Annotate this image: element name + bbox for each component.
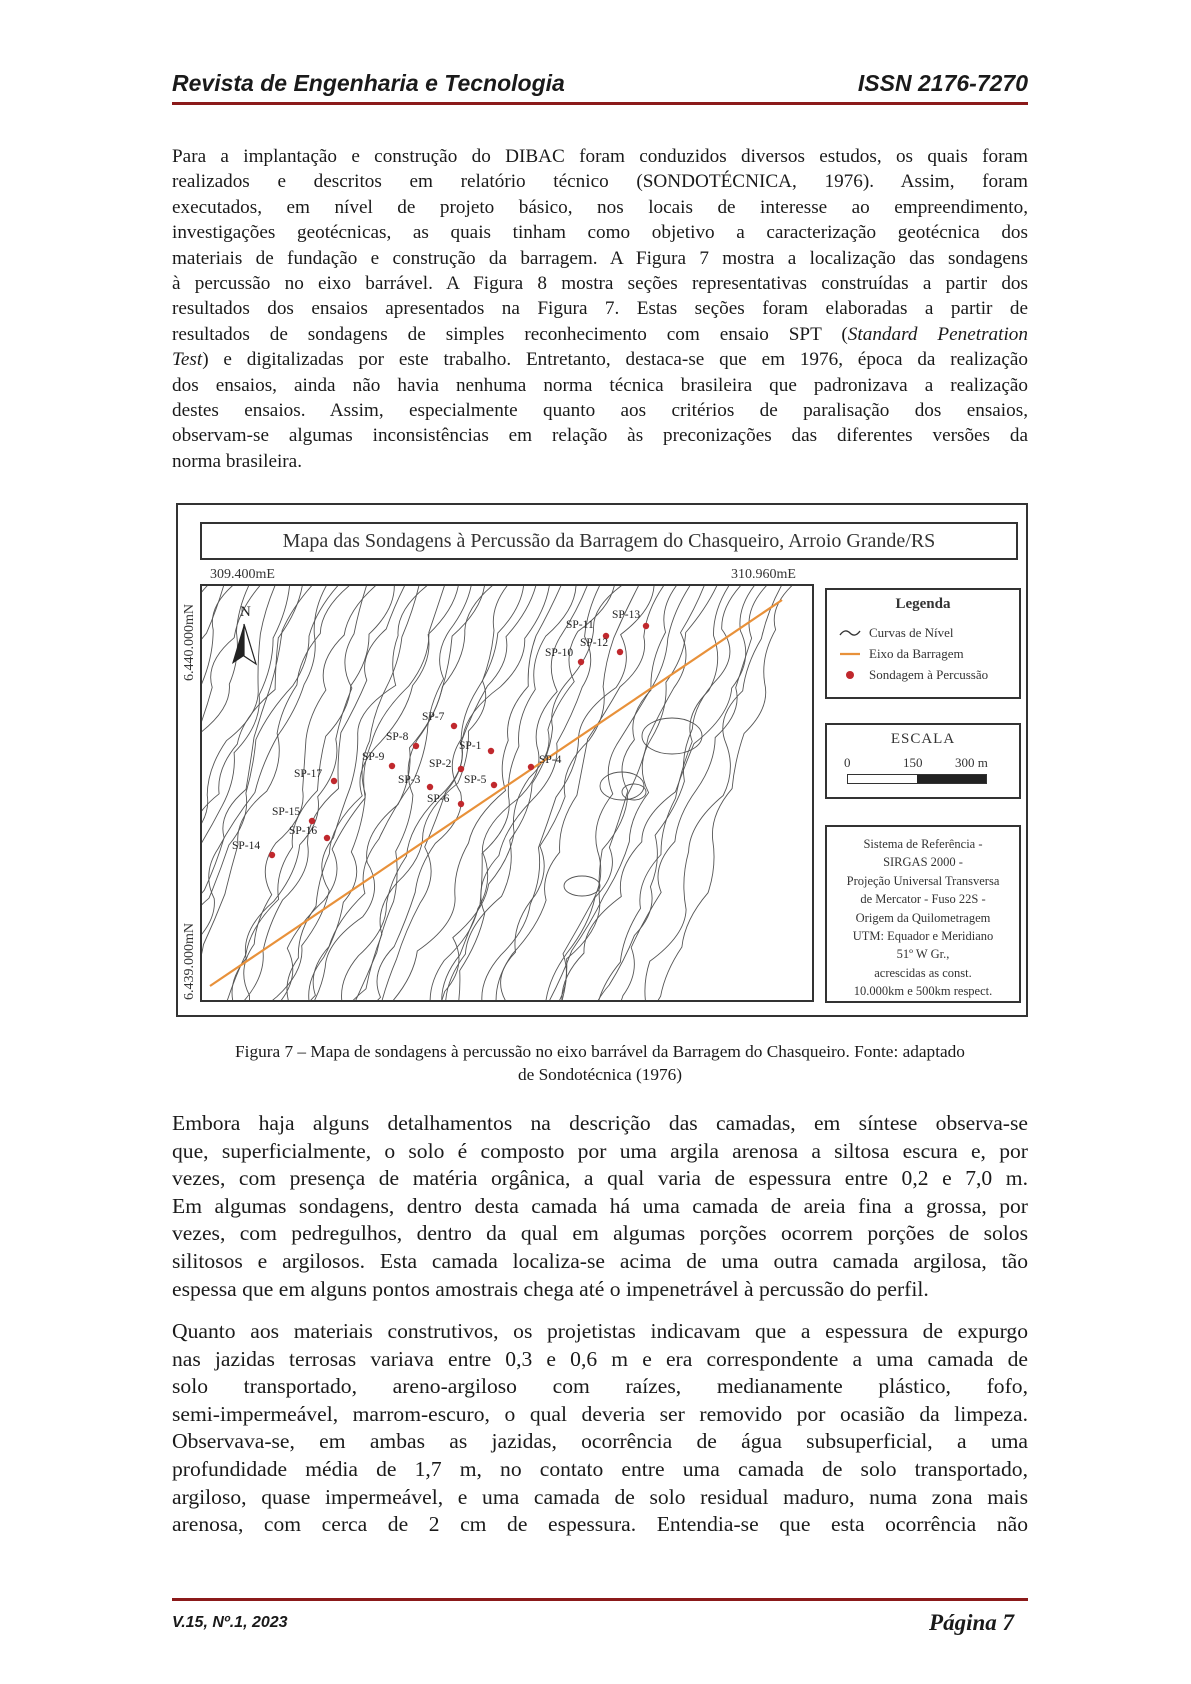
coord-west: 309.400mE: [210, 567, 275, 582]
borehole-label: SP-13: [612, 609, 641, 621]
ref-line: SIRGAS 2000 -: [883, 855, 963, 870]
contour-loop: [564, 876, 600, 896]
ref-line: acrescidas as const.: [874, 965, 972, 980]
text-line: Quanto aos materiais construtivos, os projetistas indicavam que a espessura de expurgo: [172, 1319, 1028, 1343]
volume-info: V.15, Nº.1, 2023: [172, 1614, 288, 1631]
borehole-marker: [578, 659, 584, 665]
page-header: [172, 70, 1028, 106]
ref-line: 10.000km e 500km respect.: [853, 984, 993, 999]
borehole-label: SP-1: [459, 740, 482, 752]
caption-line: Figura 7 – Mapa de sondagens à percussão no eixo barrável da Barragem do Chasqueiro. Fonte: adaptado: [235, 1042, 965, 1061]
text-line: solo transportado, areno-argiloso com raízes, medianamente plástico, fofo,: [172, 1374, 1028, 1399]
scale-bar: [847, 774, 987, 784]
journal-title: Revista de Engenharia e Tecnologia: [172, 70, 565, 96]
ref-line: 51º W Gr.,: [896, 947, 950, 962]
legend-title: Legenda: [895, 596, 951, 612]
borehole-marker: [458, 766, 464, 772]
page-footer: [172, 1610, 1028, 1640]
borehole-marker: [413, 743, 419, 749]
text-line: norma brasileira.: [172, 450, 302, 472]
borehole-marker: [458, 801, 464, 807]
borehole-marker: [324, 835, 330, 841]
header-rule: [172, 102, 1028, 105]
ref-line: UTM: Equador e Meridiano: [852, 929, 994, 944]
legend-item-contours: [839, 625, 953, 641]
text-line: executados, em nível de projeto básico, nos locais de interesse ao empreendimento,: [172, 196, 1028, 218]
borehole-markers: [232, 609, 649, 858]
contour-line: [208, 586, 368, 1000]
coord-south: 6.439.000mN: [182, 923, 197, 1000]
scale-title: ESCALA: [890, 731, 956, 747]
text-line: materiais de fundação e construção da barragem. A Figura 7 mostra a localização das sondagens: [172, 247, 1028, 269]
north-label: N: [240, 604, 251, 620]
text-line: vezes, com pedregulhos, dentro da qual em algumas porções ocorrem porções de solos: [172, 1221, 1028, 1246]
text-line: Em algumas sondagens, dentro desta camada há uma camada de areia fina a grossa, por: [172, 1193, 1028, 1218]
ref-line: Sistema de Referência -: [863, 837, 983, 851]
legend: [825, 588, 1021, 699]
ref-line: Origem da Quilometragem: [855, 910, 991, 925]
borehole-marker: [528, 764, 534, 770]
text-line: investigações geotécnicas, as quais tinham como objetivo a caracterização geotécnica dos: [172, 222, 1028, 244]
borehole-symbol-icon: [839, 668, 861, 682]
borehole-marker: [491, 782, 497, 788]
contour-line: [592, 586, 771, 1000]
contour-loop: [600, 772, 644, 800]
text-line: destes ensaios. Assim, especialmente quanto aos critérios de paralisação dos ensaios,: [172, 400, 1028, 422]
contour-line: [202, 586, 225, 1000]
page-number: Página 7: [929, 1610, 1014, 1635]
footer-rule: [172, 1598, 1028, 1601]
text-line: espessa que em alguns pontos amostrais chega até o impenetrável à percussão do perfil.: [172, 1276, 929, 1301]
borehole-label: SP-6: [427, 793, 450, 805]
borehole-label: SP-3: [398, 774, 421, 786]
legend-label: Curvas de Nível: [869, 625, 954, 640]
figure-caption: [172, 1040, 1028, 1086]
legend-item-boreholes: [839, 667, 988, 683]
text-line: vezes, com presença de matéria orgânica, a qual varia de espessura entre 0,2 e 7,0 m.: [172, 1166, 1028, 1191]
north-arrow-icon: [232, 604, 256, 664]
borehole-label: SP-10: [545, 647, 574, 659]
text-line: resultados dos ensaios apresentados na Figura 7. Estas seções foram elaboradas a partir de: [172, 298, 1028, 320]
text-line: à percussão no eixo barrável. A Figura 8 mostra seções representativas construídas a partir dos: [172, 273, 1028, 295]
borehole-marker: [643, 623, 649, 629]
text-line: Observava-se, em ambas as jazidas, ocorrência de água subsuperficial, a uma: [172, 1429, 1028, 1454]
paragraph-layers: [172, 1110, 1028, 1303]
borehole-label: SP-15: [272, 806, 301, 818]
contour-line: [423, 586, 602, 1000]
borehole-label: SP-9: [362, 751, 385, 763]
borehole-label: SP-12: [580, 637, 609, 649]
map-title: Mapa das Sondagens à Percussão da Barragem do Chasqueiro, Arroio Grande/RS: [200, 522, 1018, 560]
scale-tick: 150: [903, 755, 923, 770]
borehole-marker: [488, 748, 494, 754]
text-line: silitosos e argilosos. Esta camada localiza-se acima de uma outra camada argilosa, tão: [172, 1248, 1028, 1273]
text-line: [172, 322, 1028, 347]
borehole-label: SP-17: [294, 768, 323, 780]
borehole-label: SP-11: [566, 619, 594, 631]
ref-line: de Mercator - Fuso 22S -: [860, 892, 986, 907]
borehole-marker: [617, 649, 623, 655]
borehole-marker: [427, 784, 433, 790]
axis-symbol-icon: [839, 647, 861, 661]
text-line: que, superficialmente, o solo é composto por uma argila arenosa a siltosa escura e, por: [172, 1138, 1028, 1163]
scale-bar-box: [825, 723, 1021, 799]
legend-label: Eixo da Barragem: [869, 646, 964, 661]
borehole-marker: [389, 763, 395, 769]
reference-system: [825, 825, 1021, 1003]
figure-borehole-map: [176, 503, 1028, 1017]
caption-line: de Sondotécnica (1976): [517, 1065, 683, 1084]
text-line: observam-se algumas inconsistências em relação às preconizações das diferentes versões da: [172, 425, 1028, 447]
legend-item-axis: [839, 646, 964, 662]
text-line: argiloso, quase impermeável, e uma camada de solo residual maduro, numa zona mais: [172, 1484, 1028, 1509]
text-line: profundidade média de 1,7 m, no contato entre uma camada de solo transportado,: [172, 1456, 1028, 1481]
text-line: semi-impermeável, marrom-escuro, o qual deveria ser removido por ocasião da limpeza.: [172, 1401, 1028, 1426]
borehole-marker: [331, 778, 337, 784]
dam-axis-line: [210, 600, 782, 986]
contour-line: [511, 586, 719, 1000]
borehole-label: SP-7: [422, 711, 445, 723]
text-line: Para a implantação e construção do DIBAC foram conduzidos diversos estudos, os quais foram: [172, 146, 1028, 167]
borehole-label: SP-8: [386, 731, 409, 743]
map-frame: [200, 584, 814, 1002]
ref-line: Projeção Universal Transversa: [846, 873, 1000, 888]
legend-label: Sondagem à Percussão: [869, 667, 989, 682]
borehole-marker: [451, 723, 457, 729]
contour-line: [202, 586, 303, 1000]
borehole-marker: [309, 818, 315, 824]
text-line: [172, 347, 1028, 372]
paragraph-materials: [172, 1318, 1028, 1539]
paragraph-intro: [172, 144, 1028, 474]
borehole-label: SP-4: [539, 754, 562, 766]
coord-east: 310.960mE: [731, 567, 796, 582]
borehole-label: SP-16: [289, 825, 318, 837]
text-fragment: ) e digitalizadas por este trabalho. Entretanto, destaca-se que em 1976, época da realização: [202, 349, 1028, 371]
scale-tick: 0: [844, 755, 851, 770]
borehole-marker: [269, 852, 275, 858]
scale-tick: 300 m: [955, 755, 988, 770]
contour-line: [618, 586, 784, 1000]
text-line: Embora haja alguns detalhamentos na descrição das camadas, em síntese observa-se: [172, 1111, 1028, 1135]
contour-line: [246, 586, 447, 1000]
text-line: arenosa, com cerca de 2 cm de espessura. Entendia-se que esta ocorrência não: [172, 1512, 1028, 1537]
map-svg: [202, 586, 812, 1000]
italic-term: Test: [172, 349, 203, 371]
text-line: dos ensaios, ainda não havia nenhuma norma técnica brasileira que padronizava a realização: [172, 374, 1028, 396]
contour-line: [590, 586, 745, 1000]
text-line: realizados e descritos em relatório técnico (SONDOTÉCNICA, 1976). Assim, foram: [172, 171, 1028, 193]
borehole-label: SP-5: [464, 774, 487, 786]
borehole-label: SP-2: [429, 758, 452, 770]
contour-line: [295, 586, 420, 1000]
contour-loop: [642, 718, 702, 754]
text-fragment: resultados de sondagens de simples reconhecimento com ensaio SPT (: [172, 323, 848, 345]
contour-symbol-icon: [839, 626, 861, 640]
text-line: nas jazidas terrosas variava entre 0,3 e 0,6 m e era correspondente a uma camada de: [172, 1346, 1028, 1371]
italic-term: Standard Penetration: [847, 323, 1028, 345]
contour-line: [330, 586, 511, 1000]
contour-lines: [202, 586, 797, 1000]
borehole-label: SP-14: [232, 840, 261, 852]
issn: ISSN 2176-7270: [857, 70, 1028, 96]
coord-north: 6.440.000mN: [182, 604, 197, 681]
